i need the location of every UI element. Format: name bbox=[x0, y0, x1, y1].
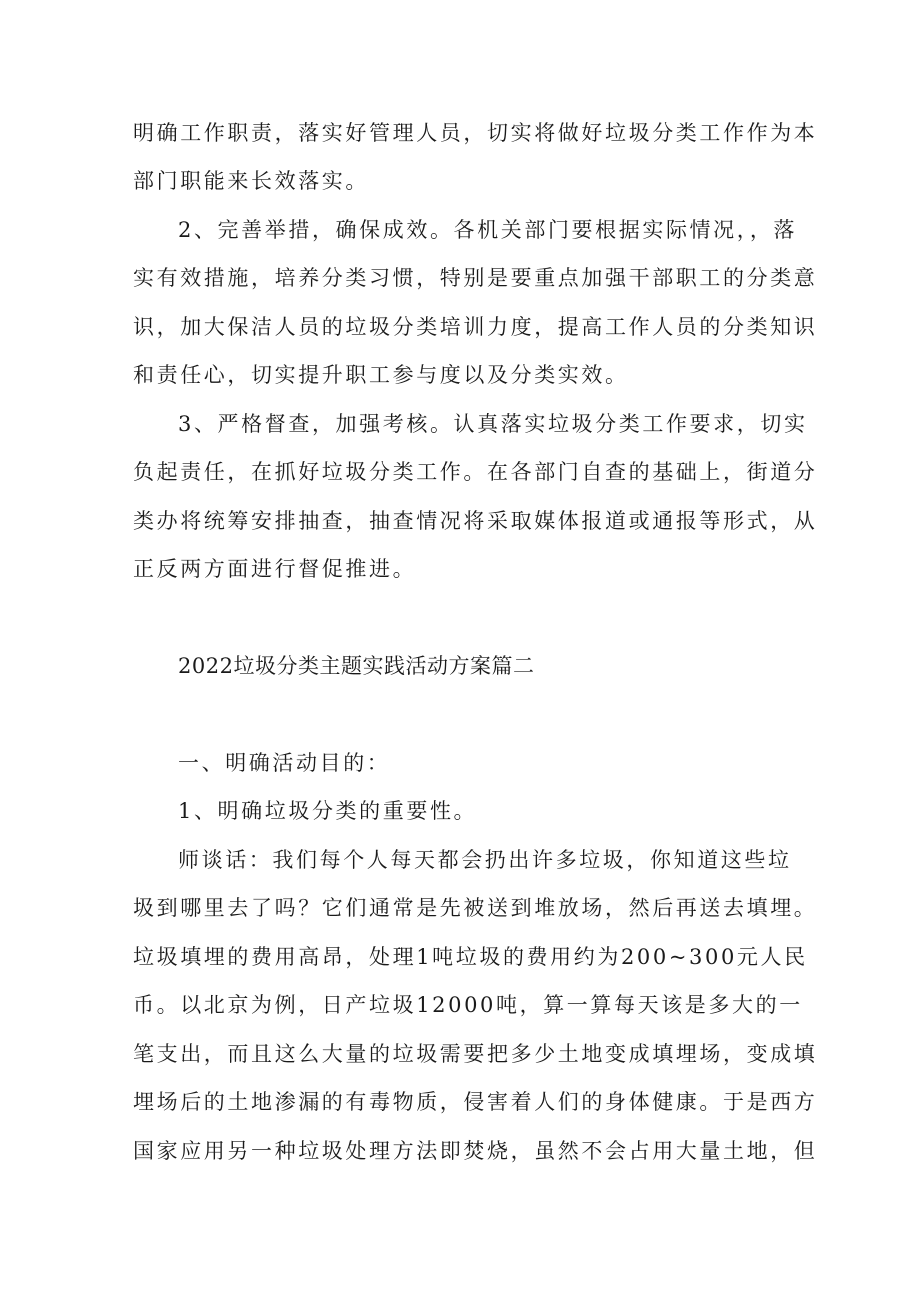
paragraph-line: 国家应用另一种垃圾处理方法即焚烧，虽然不会占用大量土地，但 bbox=[133, 1139, 818, 1163]
paragraph-line: 笔支出，而且这么大量的垃圾需要把多少土地变成填埋场，变成填 bbox=[133, 1042, 818, 1066]
paragraph-line: 2、完善举措，确保成效。各机关部门要根据实际情况，，落 bbox=[178, 218, 798, 242]
subsection-heading: 1、明确垃圾分类的重要性。 bbox=[178, 799, 478, 823]
paragraph-line: 3、严格督查，加强考核。认真落实垃圾分类工作要求，切实 bbox=[178, 412, 808, 436]
paragraph-line: 币。以北京为例，日产垃圾12000吨，算一算每天该是多大的一 bbox=[133, 993, 803, 1017]
paragraph-line: 正反两方面进行督促推进。 bbox=[133, 557, 417, 581]
paragraph-line: 明确工作职责，落实好管理人员，切实将做好垃圾分类工作作为本 bbox=[133, 121, 818, 145]
paragraph-line: 埋场后的土地渗漏的有毒物质，侵害着人们的身体健康。于是西方 bbox=[133, 1090, 818, 1114]
paragraph-line: 负起责任，在抓好垃圾分类工作。在各部门自查的基础上，街道分 bbox=[133, 460, 818, 484]
paragraph-line: 圾到哪里去了吗？它们通常是先被送到堆放场，然后再送去填埋。 bbox=[133, 896, 818, 920]
paragraph-line: 类办将统筹安排抽查，抽查情况将采取媒体报道或通报等形式，从 bbox=[133, 509, 818, 533]
paragraph-line: 垃圾填埋的费用高昂，处理1吨垃圾的费用约为200~300元人民 bbox=[133, 945, 808, 969]
paragraph-line: 和责任心，切实提升职工参与度以及分类实效。 bbox=[133, 363, 629, 387]
paragraph-line: 实有效措施，培养分类习惯，特别是要重点加强干部职工的分类意 bbox=[133, 266, 818, 290]
section-heading: 一、明确活动目的： bbox=[178, 751, 391, 775]
paragraph-line: 部门职能来长效落实。 bbox=[133, 169, 369, 193]
section-title: 2022垃圾分类主题实践活动方案篇二 bbox=[178, 654, 535, 678]
paragraph-line: 识，加大保洁人员的垃圾分类培训力度，提高工作人员的分类知识 bbox=[133, 315, 818, 339]
paragraph-line: 师谈话：我们每个人每天都会扔出许多垃圾，你知道这些垃 bbox=[178, 848, 792, 872]
